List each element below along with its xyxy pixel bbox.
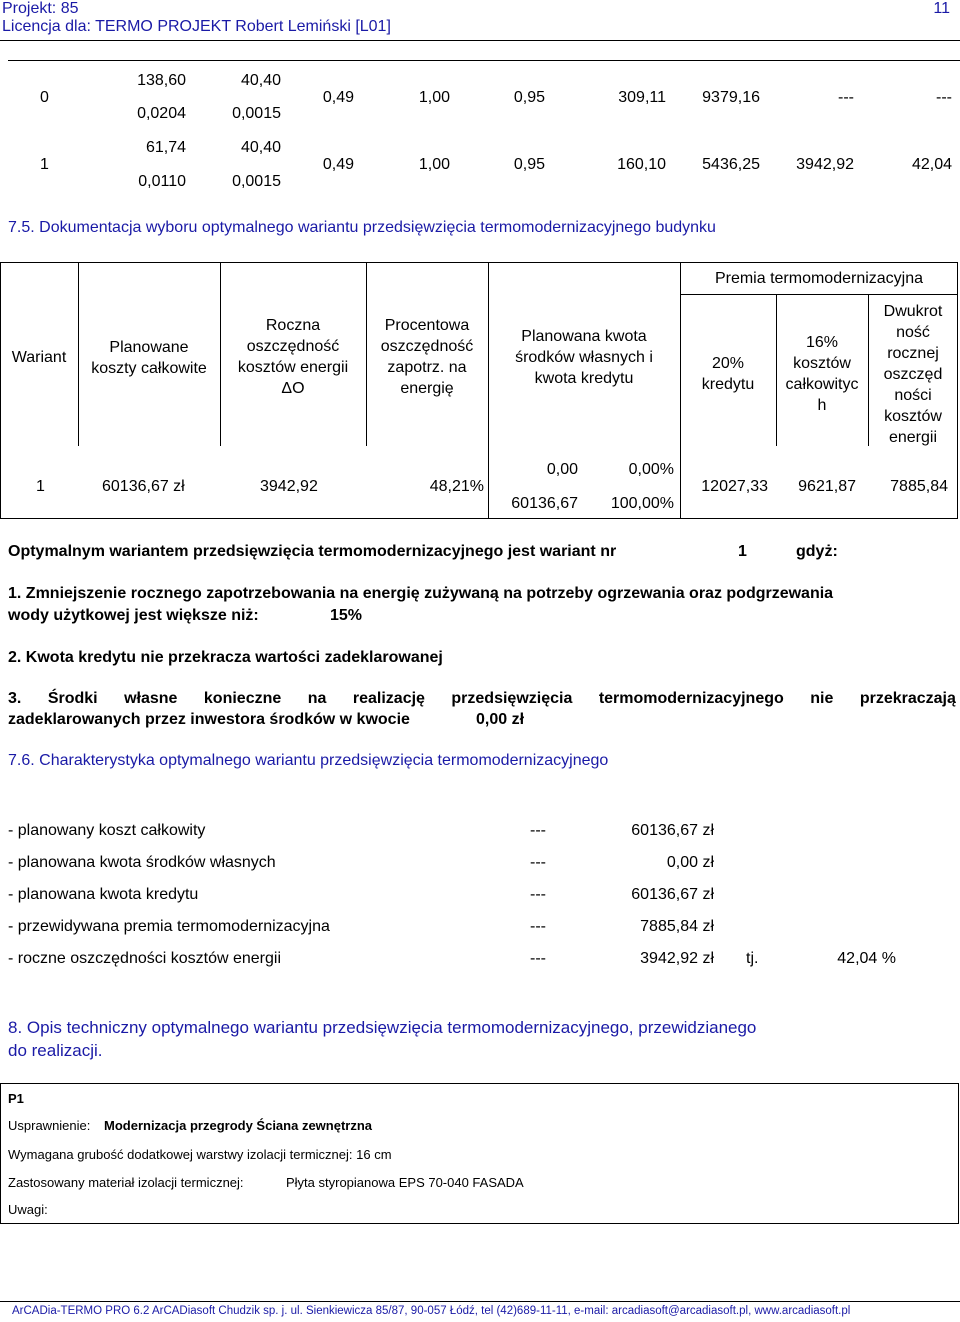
condition-3-value: 0,00 zł xyxy=(476,711,525,728)
cell: 61,74 xyxy=(145,139,186,156)
p1-material-label: Zastosowany materiał izolacji termicznej: xyxy=(8,1175,244,1190)
table-border-top xyxy=(0,262,958,263)
cell: 9379,16 xyxy=(702,89,760,106)
project-label: Projekt: 85 xyxy=(2,0,79,17)
list-item-label: - planowana kwota środków własnych xyxy=(8,854,276,871)
row-kwota2: 60136,67 xyxy=(511,495,578,512)
list-item-label: - przewidywana premia termomodernizacyjna xyxy=(8,918,330,935)
row-id: 0 xyxy=(40,89,49,106)
condition-3b: zadeklarowanych przez inwestora środków w kwocie xyxy=(8,711,410,728)
p1-grubosc: Wymagana grubość dodatkowej warstwy izolacji termicznej: 16 cm xyxy=(8,1147,392,1162)
optimal-gdyz: gdyż: xyxy=(796,543,838,560)
cell: 0,95 xyxy=(513,156,545,173)
license-label: Licencja dla: TERMO PROJEKT Robert Lemiński [L01] xyxy=(2,18,391,35)
cell: 138,60 xyxy=(137,72,186,89)
header-dwukrot: Dwukrot ność rocznej oszczęd ności kosztów energii xyxy=(883,303,943,446)
header-planowane: Planowane koszty całkowite xyxy=(91,339,207,377)
list-item-label: - planowany koszt całkowity xyxy=(8,822,206,839)
section-8-title: 8. Opis techniczny optymalnego wariantu przedsięwzięcia termomodernizacyjnego, przewidzianego xyxy=(8,1018,757,1037)
header-premia: Premia termomodernizacyjna xyxy=(714,270,924,287)
header-16: 16% kosztów całkowityc h xyxy=(785,334,859,414)
list-item-dash: --- xyxy=(530,854,546,871)
footer-text: ArCADia-TERMO PRO 6.2 ArCADiasoft Chudzik sp. j. ul. Sienkiewicza 85/87, 90-057 Łódź, tel (42)689-11-11, e-mail: arcadiasoft@arcadiasoft.pl, www.arcadiasoft.pl xyxy=(12,1305,851,1317)
cell: 309,11 xyxy=(618,89,666,106)
p1-usprawnienie-value: Modernizacja przegrody Ściana zewnętrzna xyxy=(104,1118,373,1133)
page-number: 11 xyxy=(933,0,950,17)
table-border-bottom xyxy=(0,518,958,519)
col-line xyxy=(488,262,489,519)
p1-uwagi: Uwagi: xyxy=(8,1202,48,1217)
cell: 0,0015 xyxy=(232,105,281,122)
col-line xyxy=(0,262,1,519)
section-8-title-cont: do realizacji. xyxy=(8,1041,103,1060)
row-roczna: 3942,92 xyxy=(260,478,318,495)
cell: 0,49 xyxy=(322,156,354,173)
cell: --- xyxy=(838,89,854,106)
cell: 3942,92 xyxy=(796,156,854,173)
optimal-nr: 1 xyxy=(738,543,747,560)
list-item-label: - roczne oszczędności kosztów energii xyxy=(8,950,282,967)
section-76-title: 7.6. Charakterystyka optymalnego wariantu przedsięwzięcia termomodernizacyjnego xyxy=(8,752,609,769)
list-item-value: 60136,67 zł xyxy=(631,886,714,903)
list-item-dash: --- xyxy=(530,886,546,903)
cell: 0,95 xyxy=(513,89,545,106)
section-75-title: 7.5. Dokumentacja wyboru optymalnego wariantu przedsięwzięcia termomodernizacyjnego budynku xyxy=(8,219,716,236)
cell: 40,40 xyxy=(240,72,281,89)
cell: 0,0015 xyxy=(232,173,281,190)
row-procentowa: 48,21% xyxy=(429,478,484,495)
row-p16: 9621,87 xyxy=(798,478,856,495)
top-table-border xyxy=(8,60,960,61)
row-kwota2p: 100,00% xyxy=(610,495,674,512)
list-item-dash: --- xyxy=(530,918,546,935)
footer-divider xyxy=(0,1301,960,1302)
list-item-tj: tj. xyxy=(746,950,759,967)
cell: --- xyxy=(936,89,952,106)
condition-2: 2. Kwota kredytu nie przekracza wartości zadeklarowanej xyxy=(8,649,443,666)
condition-1: 1. Zmniejszenie rocznego zapotrzebowania na energię zużywaną na potrzeby ogrzewania oraz podgrzewania xyxy=(8,585,834,602)
cell: 40,40 xyxy=(240,139,281,156)
header-wariant: Wariant xyxy=(11,349,67,366)
header-kwota: Planowana kwota środków własnych i kwota kredytu xyxy=(515,328,653,387)
list-item-dash: --- xyxy=(530,950,546,967)
cell: 5436,25 xyxy=(702,156,760,173)
row-planowane: 60136,67 zł xyxy=(102,478,185,495)
cell: 42,04 xyxy=(911,156,952,173)
row-id: 1 xyxy=(40,156,49,173)
cell: 0,0110 xyxy=(138,173,186,190)
list-item-value: 3942,92 zł xyxy=(640,950,714,967)
cell: 1,00 xyxy=(418,89,450,106)
header-divider xyxy=(0,40,960,41)
cell: 0,0204 xyxy=(137,105,186,122)
row-pd: 7885,84 xyxy=(890,478,948,495)
header-roczna: Roczna oszczędność kosztów energii ΔO xyxy=(237,317,349,397)
p1-usprawnienie-label: Usprawnienie: xyxy=(8,1118,91,1133)
header-procentowa: Procentowa oszczędność zapotrz. na energię xyxy=(380,317,474,397)
list-item-dash: --- xyxy=(530,822,546,839)
optimal-line: Optymalnym wariantem przedsięwzięcia termomodernizacyjnego jest wariant nr xyxy=(8,543,617,560)
row-kwota1p: 0,00% xyxy=(628,461,674,478)
list-item-value: 0,00 zł xyxy=(666,854,714,871)
row-kwota1: 0,00 xyxy=(546,461,578,478)
p1-id: P1 xyxy=(8,1091,24,1106)
condition-1b: wody użytkowej jest większe niż: xyxy=(8,607,259,624)
header-20: 20% kredytu xyxy=(701,355,755,393)
row-p20: 12027,33 xyxy=(701,478,768,495)
cell: 0,49 xyxy=(322,89,354,106)
list-item-value: 7885,84 zł xyxy=(640,918,714,935)
list-item-value: 60136,67 zł xyxy=(631,822,714,839)
list-item-pct: 42,04 % xyxy=(837,950,896,967)
row-wariant: 1 xyxy=(36,478,45,495)
list-item-label: - planowana kwota kredytu xyxy=(8,886,199,903)
cell: 160,10 xyxy=(617,156,666,173)
condition-3: 3. Środki własne konieczne na realizację przedsięwzięcia termomodernizacyjnego nie przekraczają xyxy=(8,690,956,707)
cell: 1,00 xyxy=(418,156,450,173)
p1-material-value: Płyta styropianowa EPS 70-040 FASADA xyxy=(286,1175,524,1190)
condition-1-value: 15% xyxy=(330,607,363,624)
premia-divider xyxy=(680,294,958,295)
p1-box-bottom xyxy=(0,1223,958,1224)
